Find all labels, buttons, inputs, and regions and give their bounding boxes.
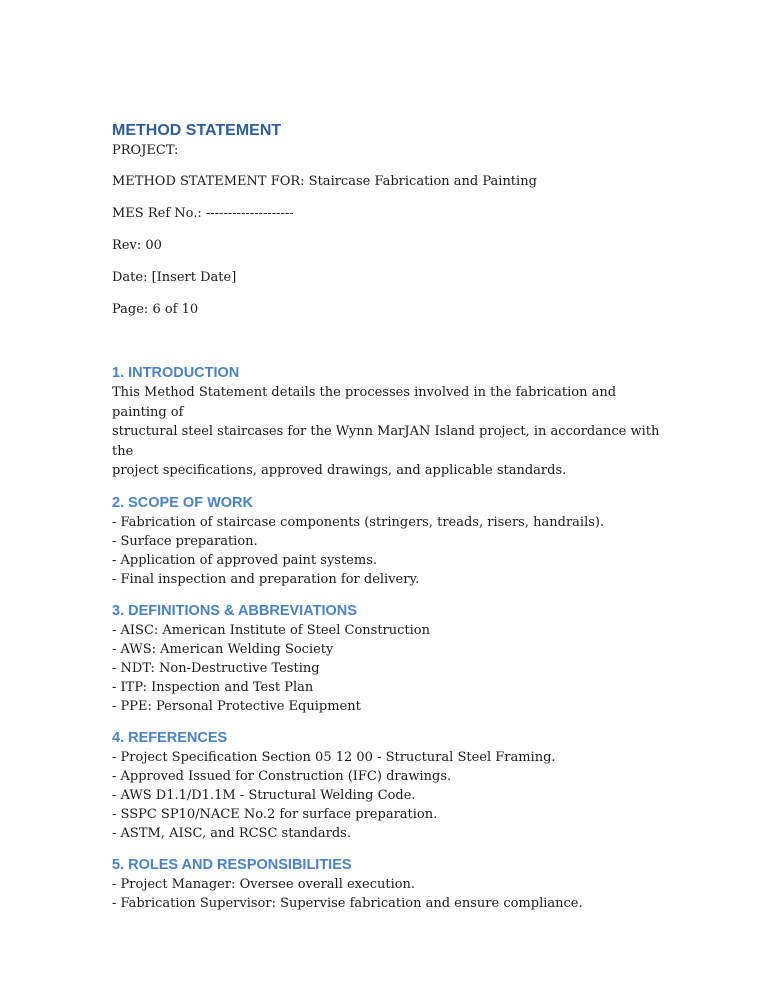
roles-heading: 5. ROLES AND RESPONSIBILITIES [112, 856, 352, 873]
list-item: - NDT: Non-Destructive Testing [112, 660, 320, 676]
list-item: - AISC: American Institute of Steel Construction [112, 622, 431, 638]
introduction-paragraph [112, 383, 672, 481]
list-item: - ITP: Inspection and Test Plan [112, 679, 314, 695]
ref-no-line: MES Ref No.: -------------------- [112, 206, 294, 221]
page-number-line: Page: 6 of 10 [112, 302, 199, 317]
references-heading: 4. REFERENCES [112, 729, 228, 746]
definitions-heading: 3. DEFINITIONS & ABBREVIATIONS [112, 602, 357, 619]
list-item: - SSPC SP10/NACE No.2 for surface preparation. [112, 806, 438, 822]
list-item: - Fabrication of staircase components (stringers, treads, risers, handrails). [112, 514, 605, 530]
roles-list [112, 875, 672, 913]
statement-for-line: METHOD STATEMENT FOR: Staircase Fabrication and Painting [112, 174, 537, 189]
list-item: - Surface preparation. [112, 533, 258, 549]
list-item: - ASTM, AISC, and RCSC standards. [112, 825, 351, 841]
list-item: - Project Manager: Oversee overall execution. [112, 876, 416, 892]
rev-line: Rev: 00 [112, 238, 162, 253]
list-item: - AWS: American Welding Society [112, 641, 334, 657]
list-item: - Final inspection and preparation for delivery. [112, 571, 420, 587]
list-item: - PPE: Personal Protective Equipment [112, 698, 361, 714]
scope-heading: 2. SCOPE OF WORK [112, 494, 253, 511]
definitions-list [112, 621, 672, 716]
list-item: - Project Specification Section 05 12 00 - Structural Steel Framing. [112, 749, 556, 765]
introduction-line: project specifications, approved drawings, and applicable standards. [112, 463, 567, 478]
list-item: - AWS D1.1/D1.1M - Structural Welding Code. [112, 787, 416, 803]
document-title: METHOD STATEMENT [112, 122, 282, 139]
introduction-line: structural steel staircases for the Wynn MarJAN Island project, in accordance with the [112, 424, 660, 459]
introduction-heading: 1. INTRODUCTION [112, 365, 240, 381]
date-line: Date: [Insert Date] [112, 270, 237, 285]
project-line: PROJECT: [112, 143, 179, 158]
document-body [112, 120, 672, 913]
list-item: - Approved Issued for Construction (IFC) drawings. [112, 768, 452, 784]
scope-list [112, 513, 672, 589]
references-list [112, 748, 672, 843]
list-item: - Application of approved paint systems. [112, 552, 378, 568]
introduction-line: This Method Statement details the processes involved in the fabrication and painting of [112, 385, 617, 420]
list-item: - Fabrication Supervisor: Supervise fabrication and ensure compliance. [112, 895, 583, 911]
